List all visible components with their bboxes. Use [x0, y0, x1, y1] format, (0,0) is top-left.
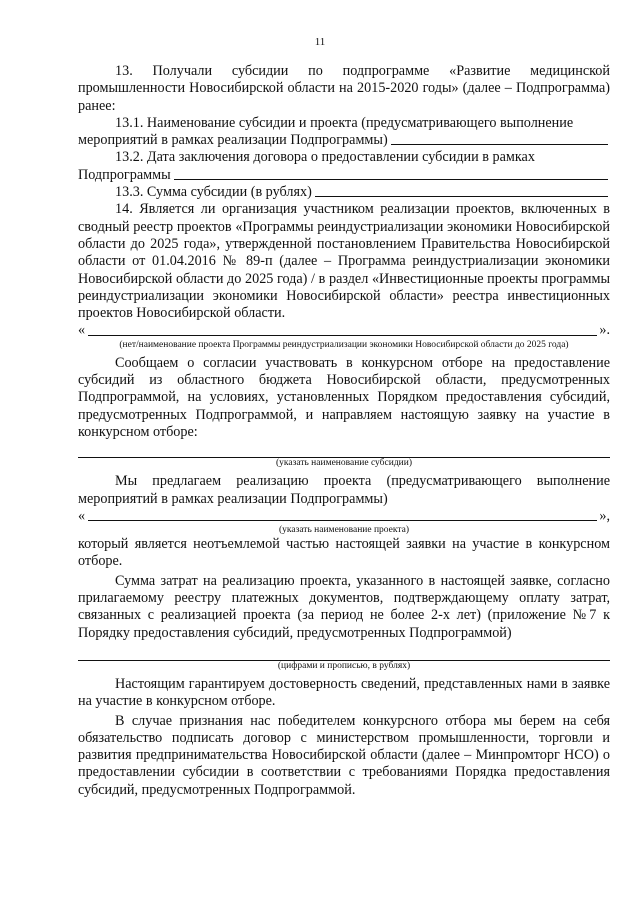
fill-line: [88, 520, 597, 521]
caption-subsidy: (указать наименование субсидии): [276, 458, 412, 469]
subsidy-name-line: [78, 441, 610, 458]
document-body: [78, 63, 610, 799]
item-13-3-field: 13.3. Сумма субсидии (в рублях): [78, 184, 610, 201]
project-name-field: « »,: [78, 507, 610, 524]
item-13-2-field: Подпрограммы: [78, 167, 610, 184]
amount-line: [78, 644, 610, 661]
winner-text: В случае признания нас победителем конкурсного отбора мы берем на себя обязательство подписать договор с министерством промышленности, торговли и развития предпринимательства Новосибирской области (далее – Минпромторг НСО) о предоставлении субсидии в соответствии с требованиями Порядка предоставления субсидий, предусмотренных Подпрограммой.: [78, 712, 610, 798]
fill-line: [88, 335, 597, 336]
part-of-application-text: который является неотъемлемой частью настоящей заявки на участие в конкурсном отборе.: [78, 536, 610, 570]
item-13-1-field: мероприятий в рамках реализации Подпрограммы): [78, 132, 610, 149]
item-14-text: 14. Является ли организация участником реализации проектов, включенных в сводный реестр проектов «Программы реиндустриализации экономики Новосибирской области до 2025 года», утвержденной постановлением Правительства Новосибирской области от 01.04.2016 № 89-п (далее – Программа реиндустриализации экономики Новосибирской области до 2025 года) / в раздел «Инвестиционные проекты программы реиндустриализации экономики Новосибирской области» реестра инвестиционных проектов Новосибирской области.: [78, 201, 610, 322]
fill-line: [315, 196, 608, 197]
caption-project: (нет/наименование проекта Программы реиндустриализации экономики Новосибирской области до 2025 года): [119, 339, 569, 350]
fill-line: [391, 144, 608, 145]
item-13-text: 13. Получали субсидии по подпрограмме «Развитие медицинской промышленности Новосибирской области на 2015-2020 годы» (далее – Подпрограмма) ранее:: [78, 63, 610, 114]
guarantee-text: Настоящим гарантируем достоверность сведений, представленных нами в заявке на участие в конкурсном отборе.: [78, 675, 610, 710]
item-13-1-text: 13.1. Наименование субсидии и проекта (предусматривающего выполнение: [115, 114, 574, 131]
item-13-2-text: 13.2. Дата заключения договора о предоставлении субсидии в рамках: [115, 149, 535, 166]
consent-text: Сообщаем о согласии участвовать в конкурсном отборе на предоставление субсидий из областного бюджета Новосибирской области, предусмотренных Подпрограммой, на условиях, установленных Порядком предоставления субсидий, предусмотренных Подпрограммой, и направляем настоящую заявку на участие в конкурсном отборе:: [78, 354, 610, 440]
caption-project-name: (указать наименование проекта): [278, 525, 410, 536]
costs-text: Сумма затрат на реализацию проекта, указанного в настоящей заявке, согласно прилагаемому реестру платежных документов, подтверждающему оплату затрат, связанных с реализацией проекта (за период не более 2-х лет) (приложение №7 к Порядку предоставления субсидий, предусмотренных Подпрограммой): [78, 572, 610, 641]
caption-amount: (цифрами и прописью, в рублях): [277, 660, 411, 671]
offer-text: Мы предлагаем реализацию проекта (предусматривающего выполнение мероприятий в рамках реализации Подпрограммы): [78, 473, 610, 507]
fill-line: [174, 179, 608, 180]
page-number: 11: [314, 36, 326, 48]
project-quote-field: « ».: [78, 322, 610, 339]
